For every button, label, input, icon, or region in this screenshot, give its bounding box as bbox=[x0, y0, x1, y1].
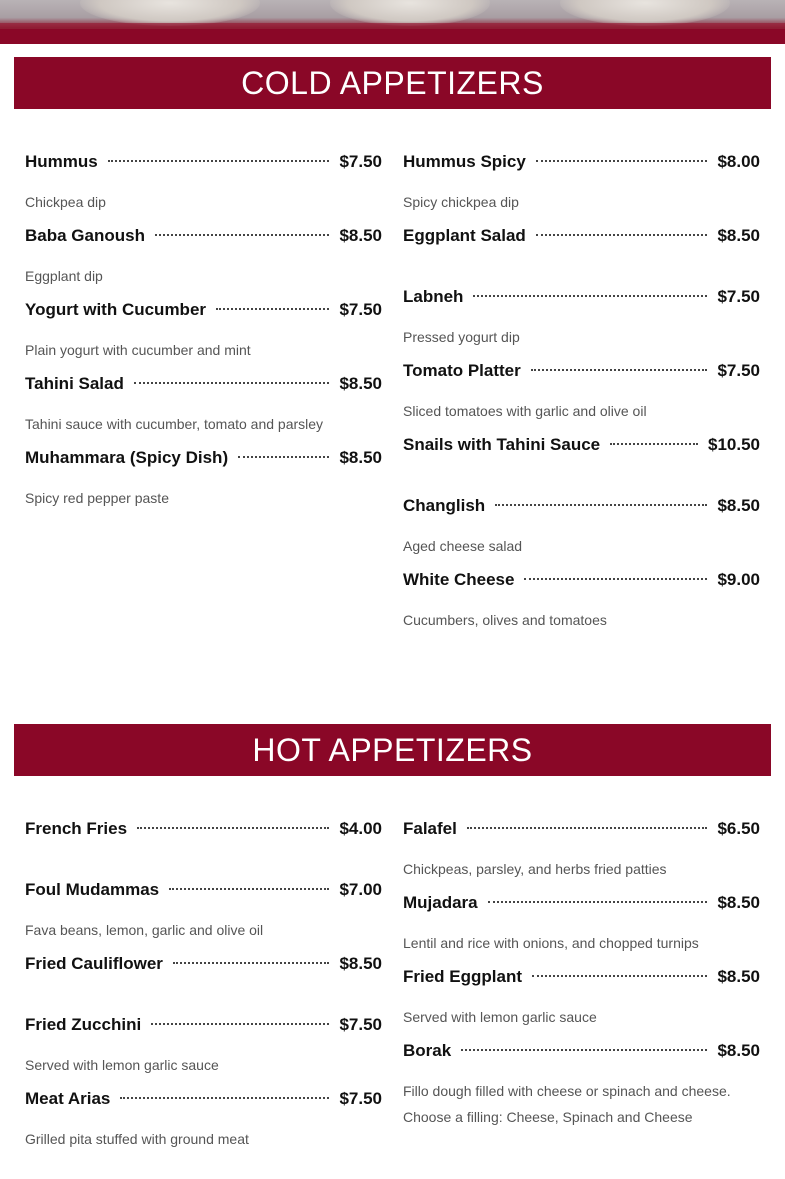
item-description-line: Fillo dough filled with cheese or spinach and cheese. bbox=[403, 1083, 731, 1099]
menu-item bbox=[25, 289, 382, 363]
dotted-leader bbox=[610, 443, 698, 445]
item-price: $8.50 bbox=[339, 448, 382, 467]
item-price: $7.00 bbox=[339, 880, 382, 899]
item-price: $7.50 bbox=[339, 300, 382, 319]
item-description: Eggplant dip bbox=[25, 268, 103, 284]
menu-item bbox=[25, 808, 382, 840]
item-price: $7.50 bbox=[339, 152, 382, 171]
item-price: $9.00 bbox=[717, 570, 760, 589]
item-price: $6.50 bbox=[717, 819, 760, 838]
item-price: $8.50 bbox=[717, 893, 760, 912]
dotted-leader bbox=[216, 308, 329, 310]
dotted-leader bbox=[473, 295, 707, 297]
hot-appetizers-left-column bbox=[25, 808, 382, 1152]
dotted-leader bbox=[467, 827, 708, 829]
menu-item bbox=[403, 215, 760, 247]
item-description: Spicy chickpea dip bbox=[403, 194, 519, 210]
menu-item bbox=[403, 247, 760, 350]
item-price: $8.50 bbox=[717, 1041, 760, 1060]
dotted-leader bbox=[169, 888, 329, 890]
menu-item bbox=[403, 424, 760, 456]
dotted-leader bbox=[461, 1049, 707, 1051]
item-price: $7.50 bbox=[339, 1089, 382, 1108]
menu-item bbox=[25, 1078, 382, 1152]
menu-item bbox=[403, 882, 760, 956]
menu-item bbox=[403, 808, 760, 882]
dotted-leader bbox=[495, 504, 707, 506]
item-description: Grilled pita stuffed with ground meat bbox=[25, 1131, 249, 1147]
item-description: Cucumbers, olives and tomatoes bbox=[403, 612, 607, 628]
item-name: Fried Cauliflower bbox=[25, 954, 163, 973]
item-name: Fried Eggplant bbox=[403, 967, 522, 986]
item-name: Labneh bbox=[403, 287, 464, 306]
item-name: Foul Mudammas bbox=[25, 880, 160, 899]
item-price: $7.50 bbox=[717, 361, 760, 380]
item-description: Served with lemon garlic sauce bbox=[25, 1057, 219, 1073]
dotted-leader bbox=[151, 1023, 329, 1025]
cold-appetizers-right-column bbox=[403, 141, 760, 633]
menu-item bbox=[25, 840, 382, 943]
item-name: Tahini Salad bbox=[25, 374, 124, 393]
item-price: $4.00 bbox=[339, 819, 382, 838]
menu-item bbox=[403, 456, 760, 559]
item-name: Fried Zucchini bbox=[25, 1015, 142, 1034]
item-name: Muhammara (Spicy Dish) bbox=[25, 448, 229, 467]
item-description: Spicy red pepper paste bbox=[25, 490, 169, 506]
dotted-leader bbox=[488, 901, 708, 903]
dotted-leader bbox=[532, 975, 707, 977]
item-price: $7.50 bbox=[717, 287, 760, 306]
section-header-hot-appetizers: HOT APPETIZERS bbox=[14, 724, 771, 776]
item-description: Served with lemon garlic sauce bbox=[403, 1009, 597, 1025]
menu-item bbox=[25, 141, 382, 215]
item-name: Meat Arias bbox=[25, 1089, 111, 1108]
item-name: Yogurt with Cucumber bbox=[25, 300, 207, 319]
item-description: Plain yogurt with cucumber and mint bbox=[25, 342, 251, 358]
item-description: Sliced tomatoes with garlic and olive oil bbox=[403, 403, 647, 419]
item-description: Lentil and rice with onions, and chopped turnips bbox=[403, 935, 699, 951]
item-price: $7.50 bbox=[339, 1015, 382, 1034]
item-description: Pressed yogurt dip bbox=[403, 329, 520, 345]
item-description-line: Choose a filling: Cheese, Spinach and Cheese bbox=[403, 1109, 693, 1125]
menu-item bbox=[403, 350, 760, 424]
menu-item bbox=[403, 141, 760, 215]
hero-food-image bbox=[0, 0, 785, 44]
menu-item bbox=[25, 215, 382, 289]
dotted-leader bbox=[536, 160, 708, 162]
item-price: $8.50 bbox=[717, 496, 760, 515]
item-description bbox=[403, 1078, 760, 1130]
menu-item bbox=[403, 956, 760, 1030]
dotted-leader bbox=[134, 382, 330, 384]
menu-item bbox=[25, 943, 382, 975]
item-price: $8.50 bbox=[717, 226, 760, 245]
item-name: White Cheese bbox=[403, 570, 515, 589]
cold-appetizers-left-column bbox=[25, 141, 382, 511]
item-description: Fava beans, lemon, garlic and olive oil bbox=[25, 922, 264, 938]
dotted-leader bbox=[536, 234, 708, 236]
dotted-leader bbox=[531, 369, 708, 371]
item-name: Snails with Tahini Sauce bbox=[403, 435, 601, 454]
dotted-leader bbox=[238, 456, 329, 458]
item-name: Hummus Spicy bbox=[403, 152, 526, 171]
item-name: Falafel bbox=[403, 819, 457, 838]
menu-item bbox=[403, 559, 760, 633]
item-name: Changlish bbox=[403, 496, 486, 515]
item-name: Borak bbox=[403, 1041, 452, 1060]
section-header-cold-appetizers: COLD APPETIZERS bbox=[14, 57, 771, 109]
item-name: Baba Ganoush bbox=[25, 226, 145, 245]
menu-item bbox=[25, 363, 382, 437]
item-price: $8.50 bbox=[717, 967, 760, 986]
item-description: Chickpeas, parsley, and herbs fried patties bbox=[403, 861, 667, 877]
item-price: $8.50 bbox=[339, 374, 382, 393]
item-description: Tahini sauce with cucumber, tomato and parsley bbox=[25, 416, 324, 432]
dotted-leader bbox=[173, 962, 330, 964]
item-price: $8.50 bbox=[339, 954, 382, 973]
item-description: Chickpea dip bbox=[25, 194, 106, 210]
dotted-leader bbox=[137, 827, 329, 829]
item-description: Aged cheese salad bbox=[403, 538, 523, 554]
item-name: French Fries bbox=[25, 819, 128, 838]
dotted-leader bbox=[155, 234, 329, 236]
item-name: Hummus bbox=[25, 152, 98, 171]
menu-item bbox=[25, 437, 382, 511]
dotted-leader bbox=[108, 160, 330, 162]
item-name: Mujadara bbox=[403, 893, 478, 912]
item-price: $8.00 bbox=[717, 152, 760, 171]
item-name: Tomato Platter bbox=[403, 361, 521, 380]
menu-item bbox=[403, 1030, 760, 1130]
item-price: $8.50 bbox=[339, 226, 382, 245]
dotted-leader bbox=[524, 578, 707, 580]
item-price: $10.50 bbox=[708, 435, 760, 454]
dotted-leader bbox=[120, 1097, 329, 1099]
menu-item bbox=[25, 975, 382, 1078]
item-name: Eggplant Salad bbox=[403, 226, 526, 245]
hot-appetizers-right-column bbox=[403, 808, 760, 1130]
